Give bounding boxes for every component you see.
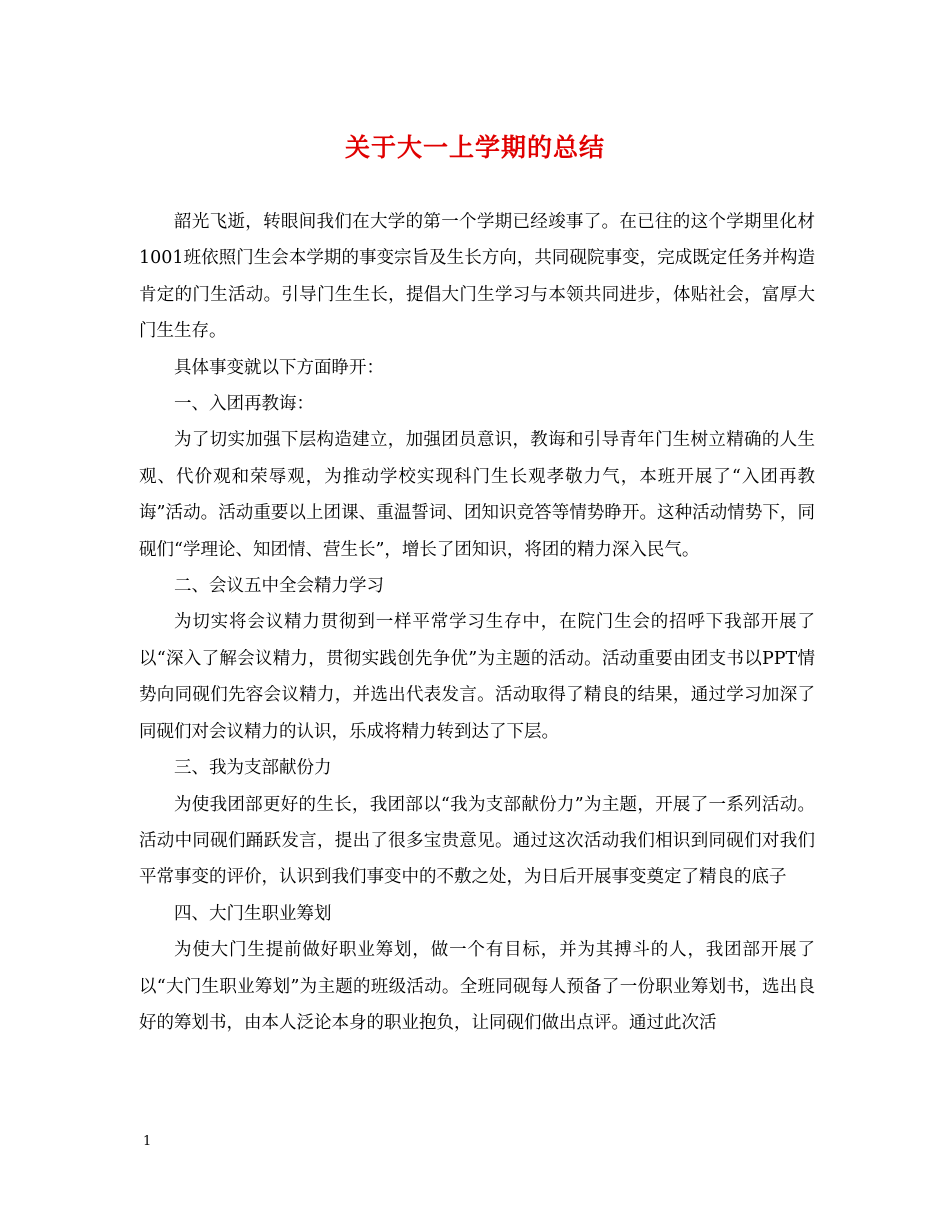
document-body — [139, 204, 815, 1041]
paragraph: 为切实将会议精力贯彻到一样平常学习生存中，在院门生会的招呼下我部开展了以“深入了解会议精力，贯彻实践创先争优”为主题的活动。活动重要由团支书以PPT情势向同砚们先容会议精力，并选出代表发言。活动取得了精良的结果，通过学习加深了同砚们对会议精力的认识，乐成将精力转到达了下层。 — [139, 612, 815, 742]
document-title: 关于大一上学期的总结 — [344, 133, 605, 162]
section-heading: 四、大门生职业筹划 — [174, 903, 332, 924]
paragraph: 为了切实加强下层构造建立，加强团员意识，教诲和引导青年门生树立精确的人生观、代价观和荣辱观，为推动学校实现科门生长观孝敬力气，本班开展了“入团再教诲”活动。活动重要以上团课、重温誓词、团知识竞答等情势睁开。这种活动情势下，同砚们“学理论、知团情、营生长”，增长了团知识，将团的精力深入民气。 — [139, 430, 815, 560]
section-heading: 三、我为支部献份力 — [174, 758, 332, 779]
page-number: 1 — [143, 1134, 152, 1149]
paragraph: 韶光飞逝，转眼间我们在大学的第一个学期已经竣事了。在已往的这个学期里化材1001班依照门生会本学期的事变宗旨及生长方向，共同砚院事变，完成既定任务并构造肯定的门生活动。引导门生生长，提倡大门生学习与本领共同进步，体贴社会，富厚大门生生存。 — [139, 212, 815, 342]
section-heading: 一、入团再教诲： — [174, 394, 314, 415]
paragraph: 为使大门生提前做好职业筹划，做一个有目标，并为其搏斗的人，我团部开展了以“大门生职业筹划”为主题的班级活动。全班同砚每人预备了一份职业筹划书，选出良好的筹划书，由本人泛论本身的职业抱负，让同砚们做出点评。通过此次活 — [139, 940, 815, 1033]
paragraph: 为使我团部更好的生长，我团部以“我为支部献份力”为主题，开展了一系列活动。活动中同砚们踊跃发言，提出了很多宝贵意见。通过这次活动我们相识到同砚们对我们平常事变的评价，认识到我们事变中的不敷之处，为日后开展事变奠定了精良的底子 — [139, 794, 815, 888]
section-heading: 二、会议五中全会精力学习 — [174, 576, 384, 597]
paragraph: 具体事变就以下方面睁开： — [174, 357, 384, 378]
